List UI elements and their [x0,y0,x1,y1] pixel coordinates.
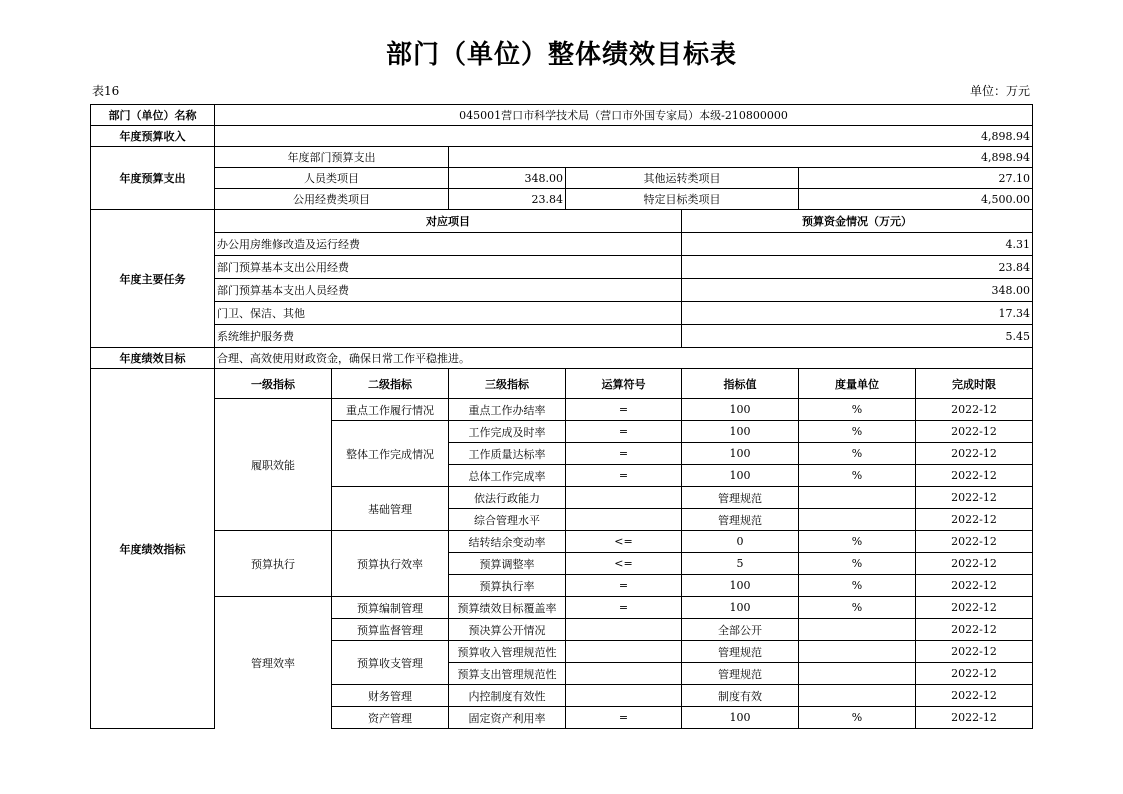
level2-cell: 整体工作完成情况 [332,421,449,487]
unit-note: 单位：万元 [969,84,1030,98]
annual-income-label: 年度预算收入 [91,126,215,147]
operator-cell: = [566,443,682,465]
task-name: 部门预算基本支出人员经费 [215,279,682,302]
unit-cell: % [799,597,916,619]
level3-cell: 重点工作办结率 [449,399,566,421]
operator-cell [566,619,682,641]
level3-cell: 预算收入管理规范性 [449,641,566,663]
deadline-cell: 2022-12 [916,707,1033,729]
task-amount: 348.00 [682,279,1033,302]
deadline-cell: 2022-12 [916,531,1033,553]
level3-cell: 固定资产利用率 [449,707,566,729]
deadline-cell: 2022-12 [916,553,1033,575]
deadline-cell: 2022-12 [916,641,1033,663]
deadline-cell: 2022-12 [916,443,1033,465]
perf-goal-label: 年度绩效目标 [91,348,215,369]
value-cell: 管理规范 [682,641,799,663]
deadline-cell: 2022-12 [916,421,1033,443]
unit-cell [799,663,916,685]
level2-cell: 财务管理 [332,685,449,707]
level1-cell: 管理效率 [215,597,332,729]
unit-cell [799,619,916,641]
unit-cell: % [799,465,916,487]
indicator-header: 一级指标 [215,369,332,399]
level3-cell: 预算支出管理规范性 [449,663,566,685]
task-amount: 23.84 [682,256,1033,279]
specific-target-value: 4,500.00 [799,189,1033,210]
perf-indicators-label: 年度绩效指标 [91,369,215,729]
indicator-header: 三级指标 [449,369,566,399]
operator-cell: = [566,575,682,597]
level3-cell: 预决算公开情况 [449,619,566,641]
value-cell: 管理规范 [682,509,799,531]
unit-cell: % [799,399,916,421]
operator-cell [566,641,682,663]
value-cell: 100 [682,399,799,421]
level3-cell: 总体工作完成率 [449,465,566,487]
value-cell: 100 [682,443,799,465]
level1-cell: 履职效能 [215,399,332,531]
indicator-header: 二级指标 [332,369,449,399]
deadline-cell: 2022-12 [916,597,1033,619]
deadline-cell: 2022-12 [916,487,1033,509]
operator-cell [566,487,682,509]
unit-cell: % [799,575,916,597]
specific-target-label: 特定目标类项目 [566,189,799,210]
unit-cell: % [799,531,916,553]
operator-cell: = [566,421,682,443]
deadline-cell: 2022-12 [916,465,1033,487]
dept-expense-label: 年度部门预算支出 [215,147,449,168]
level3-cell: 预算执行率 [449,575,566,597]
level2-cell: 预算编制管理 [332,597,449,619]
dept-name-label: 部门（单位）名称 [91,105,215,126]
perf-goal-text: 合理、高效使用财政资金，确保日常工作平稳推进。 [215,348,1033,369]
value-cell: 管理规范 [682,663,799,685]
deadline-cell: 2022-12 [916,399,1033,421]
value-cell: 管理规范 [682,487,799,509]
operator-cell [566,685,682,707]
unit-cell [799,509,916,531]
task-col-item-header: 对应项目 [215,210,682,233]
value-cell: 0 [682,531,799,553]
task-amount: 17.34 [682,302,1033,325]
task-name: 办公用房维修改造及运行经费 [215,233,682,256]
operator-cell [566,509,682,531]
annual-income-value: 4,898.94 [215,126,1033,147]
value-cell: 100 [682,421,799,443]
level3-cell: 综合管理水平 [449,509,566,531]
personnel-value: 348.00 [449,168,566,189]
dept-name-value: 045001营口市科学技术局（营口市外国专家局）本级-210800000 [215,105,1033,126]
deadline-cell: 2022-12 [916,509,1033,531]
personnel-label: 人员类项目 [215,168,449,189]
unit-cell: % [799,707,916,729]
operator-cell: = [566,465,682,487]
deadline-cell: 2022-12 [916,619,1033,641]
other-operation-value: 27.10 [799,168,1033,189]
level3-cell: 预算调整率 [449,553,566,575]
value-cell: 100 [682,465,799,487]
level3-cell: 工作完成及时率 [449,421,566,443]
task-amount: 4.31 [682,233,1033,256]
task-col-funds-header: 预算资金情况（万元） [682,210,1033,233]
operator-cell: <= [566,531,682,553]
main-tasks-label: 年度主要任务 [91,210,215,348]
operator-cell: = [566,399,682,421]
dept-expense-value: 4,898.94 [449,147,1033,168]
level1-cell: 预算执行 [215,531,332,597]
unit-cell [799,641,916,663]
level3-cell: 工作质量达标率 [449,443,566,465]
indicator-header: 指标值 [682,369,799,399]
value-cell: 5 [682,553,799,575]
public-funds-value: 23.84 [449,189,566,210]
table-number: 表16 [92,84,120,98]
value-cell: 100 [682,597,799,619]
indicator-header: 运算符号 [566,369,682,399]
task-name: 门卫、保洁、其他 [215,302,682,325]
indicator-header: 度量单位 [799,369,916,399]
task-name: 系统维护服务费 [215,325,682,348]
task-name: 部门预算基本支出公用经费 [215,256,682,279]
level2-cell: 预算监督管理 [332,619,449,641]
unit-cell: % [799,421,916,443]
level3-cell: 依法行政能力 [449,487,566,509]
value-cell: 100 [682,575,799,597]
unit-cell [799,487,916,509]
deadline-cell: 2022-12 [916,663,1033,685]
public-funds-label: 公用经费类项目 [215,189,449,210]
operator-cell: = [566,707,682,729]
unit-cell [799,685,916,707]
level2-cell: 重点工作履行情况 [332,399,449,421]
level2-cell: 基础管理 [332,487,449,531]
task-amount: 5.45 [682,325,1033,348]
level3-cell: 内控制度有效性 [449,685,566,707]
level2-cell: 预算执行效率 [332,531,449,597]
unit-cell: % [799,553,916,575]
deadline-cell: 2022-12 [916,575,1033,597]
level2-cell: 资产管理 [332,707,449,729]
unit-cell: % [799,443,916,465]
level3-cell: 结转结余变动率 [449,531,566,553]
operator-cell: = [566,597,682,619]
annual-expense-label: 年度预算支出 [91,147,215,210]
value-cell: 制度有效 [682,685,799,707]
level2-cell: 预算收支管理 [332,641,449,685]
other-operation-label: 其他运转类项目 [566,168,799,189]
value-cell: 100 [682,707,799,729]
page-title: 部门（单位）整体绩效目标表 [385,40,737,70]
performance-target-table [90,104,1033,729]
deadline-cell: 2022-12 [916,685,1033,707]
level3-cell: 预算绩效目标覆盖率 [449,597,566,619]
indicator-header: 完成时限 [916,369,1033,399]
operator-cell: <= [566,553,682,575]
value-cell: 全部公开 [682,619,799,641]
operator-cell [566,663,682,685]
